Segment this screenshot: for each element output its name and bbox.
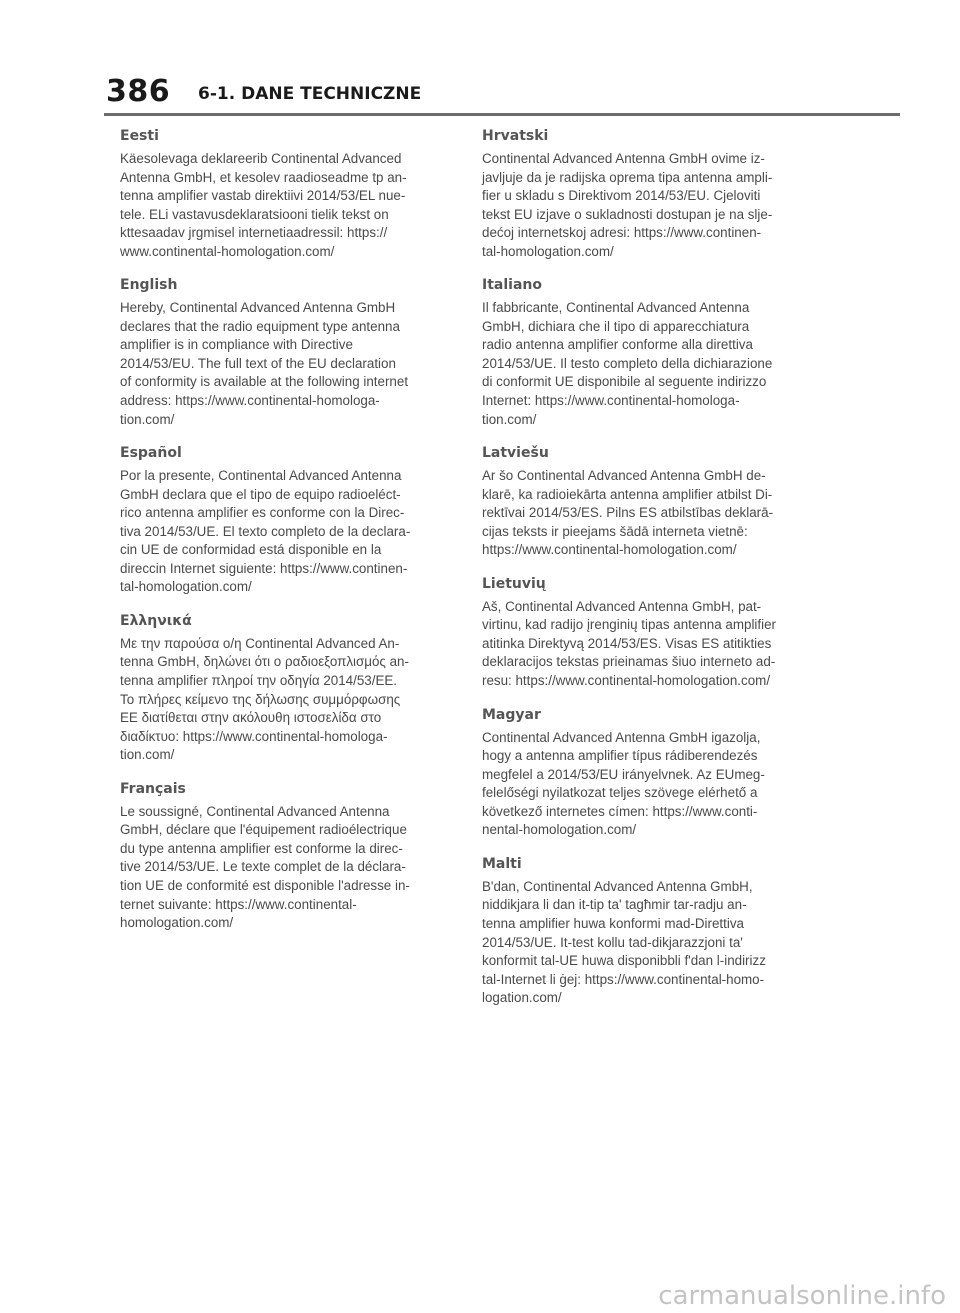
declaration-line: Käesolevaga deklareerib Continental Advanced xyxy=(120,151,402,166)
declaration-text xyxy=(120,635,456,765)
declaration-line: tekst EU izjave o sukladnosti dostupan je na slje- xyxy=(482,206,773,222)
language-heading: Español xyxy=(120,445,182,462)
declaration-line: megfelel a 2014/53/EU irányelvnek. Az EUmeg- xyxy=(482,766,765,782)
declaration-text xyxy=(482,598,818,691)
declaration-line: kttesaadav jrgmisel internetiaadressil: https:// xyxy=(120,225,388,241)
language-section xyxy=(482,856,818,1008)
declaration-line: cijas teksts ir pieejams šādā interneta vietnē: xyxy=(482,523,748,539)
language-section xyxy=(120,781,456,933)
declaration-line: Il fabbricante, Continental Advanced Antenna xyxy=(482,300,750,316)
header-divider xyxy=(104,113,900,116)
language-section xyxy=(482,128,818,261)
declaration-line: direccin Internet siguiente: https://www.continen- xyxy=(120,560,408,576)
declaration-line: Continental Advanced Antenna GmbH igazolja, xyxy=(482,729,761,745)
footer-watermark: carmanualsonline.info xyxy=(658,1281,946,1311)
declaration-line: Antenna GmbH, et kesolev raadioseadme tp an- xyxy=(120,169,407,185)
declaration-line: homologation.com/ xyxy=(120,915,234,931)
left-column xyxy=(120,128,456,949)
declaration-text xyxy=(120,467,456,597)
declaration-line: atitinka Direktyvą 2014/53/ES. Visas ES atitikties xyxy=(482,635,772,651)
declaration-line: declares that the radio equipment type antenna xyxy=(120,318,400,334)
language-heading: Hrvatski xyxy=(482,128,549,144)
language-heading: Français xyxy=(120,780,186,797)
declaration-text xyxy=(120,803,456,933)
declaration-line: konformit tal-UE huwa disponibbli f'dan l-indirizz xyxy=(482,953,766,969)
declaration-line: tion.com/ xyxy=(120,411,175,427)
language-heading: Malti xyxy=(482,855,522,872)
declaration-line: GmbH declara que el tipo de equipo radioeléct- xyxy=(120,486,401,502)
declaration-line: Por la presente, Continental Advanced Antenna xyxy=(120,468,402,484)
declaration-line: ternet suivante: https://www.continental- xyxy=(120,896,357,912)
declaration-line: tenna amplifier vastab direktiivi 2014/53/EL nue- xyxy=(120,188,406,204)
declaration-line: niddikjara li dan it-tip ta' tagħmir tar-radju an- xyxy=(482,897,747,913)
declaration-line: tal-homologation.com/ xyxy=(120,579,252,595)
declaration-line: tal-Internet li ġej: https://www.continental-homo- xyxy=(482,971,765,987)
language-section xyxy=(120,277,456,429)
language-heading: English xyxy=(120,277,178,294)
language-heading: Lietuvių xyxy=(482,575,546,592)
declaration-line: 2014/53/EU. The full text of the EU declaration xyxy=(120,355,396,371)
declaration-line: www.continental-homologation.com/ xyxy=(120,243,335,259)
declaration-line: of conformity is available at the following internet xyxy=(120,374,409,390)
page-number: 386 xyxy=(106,74,171,109)
declaration-line: tion.com/ xyxy=(120,747,175,763)
declaration-line: deklaracijos tekstas prieinamas šiuo interneto ad- xyxy=(482,654,776,670)
declaration-line: rektīvai 2014/53/ES. Pilns ES atbilstības deklarā- xyxy=(482,505,774,521)
declaration-line: https://www.continental-homologation.com/ xyxy=(482,542,737,558)
declaration-line: du type antenna amplifier est conforme la direc- xyxy=(120,840,403,856)
declaration-line: cin UE de conformidad está disponible en la xyxy=(120,542,382,558)
declaration-text xyxy=(482,729,818,840)
language-section xyxy=(120,128,456,261)
declaration-line: address: https://www.continental-homologa- xyxy=(120,393,380,409)
language-section xyxy=(482,707,818,840)
declaration-line: B'dan, Continental Advanced Antenna GmbH, xyxy=(482,878,753,894)
declaration-line: tion UE de conformité est disponible l'adresse in- xyxy=(120,877,410,893)
language-heading: Italiano xyxy=(482,277,542,294)
declaration-line: di conformit UE disponibile al seguente indirizzo xyxy=(482,374,767,390)
declaration-line: tenna amplifier huwa konformi mad-Direttiva xyxy=(482,915,744,931)
declaration-line: Internet: https://www.continental-homologa- xyxy=(482,393,740,409)
declaration-line: fier u skladu s Direktivom 2014/53/EU. Cjeloviti xyxy=(482,188,761,204)
declaration-line: resu: https://www.continental-homologation.com/ xyxy=(482,673,771,689)
declaration-line: 2014/53/UE. Il testo completo della dichiarazione xyxy=(482,355,773,371)
declaration-line: tenna GmbH, δηλώνει ότι ο ραδιοεξοπλισμός an- xyxy=(120,654,409,670)
declaration-line: rico antenna amplifier es conforme con la Direc- xyxy=(120,505,405,521)
declaration-text xyxy=(120,150,456,261)
language-heading: Ελληνικά xyxy=(120,612,192,629)
declaration-line: nental-homologation.com/ xyxy=(482,822,637,838)
declaration-line: felelőségi nyilatkozat teljes szövege elérhető a xyxy=(482,785,758,801)
declaration-line: következő internetes címen: https://www.conti- xyxy=(482,803,758,819)
declaration-text xyxy=(482,467,818,560)
declaration-text xyxy=(482,150,818,261)
language-heading: Eesti xyxy=(120,128,159,144)
declaration-line: tal-homologation.com/ xyxy=(482,243,614,259)
declaration-line: tion.com/ xyxy=(482,411,537,427)
declaration-line: tive 2014/53/UE. Le texte complet de la déclara- xyxy=(120,859,406,875)
declaration-line: Le soussigné, Continental Advanced Antenna xyxy=(120,803,390,819)
declaration-line: GmbH, dichiara che il tipo di apparecchiatura xyxy=(482,318,750,334)
language-section xyxy=(482,576,818,691)
declaration-text xyxy=(482,299,818,429)
right-column xyxy=(482,128,818,1024)
declaration-line: hogy a antenna amplifier típus rádiberendezés xyxy=(482,748,758,764)
chapter-title: 6-1. DANE TECHNICZNE xyxy=(198,84,422,104)
declaration-line: virtinu, kad radijo įrenginių tipas antenna amplifier xyxy=(482,617,777,633)
declaration-line: Continental Advanced Antenna GmbH ovime iz- xyxy=(482,151,765,166)
declaration-line: Aš, Continental Advanced Antenna GmbH, pat- xyxy=(482,598,762,614)
declaration-line: Ar šo Continental Advanced Antenna GmbH de- xyxy=(482,468,766,484)
declaration-line: javljuje da je radijska oprema tipa antenna ampli- xyxy=(482,169,773,185)
declaration-line: klarē, ka radioiekārta antenna amplifier atbilst Di- xyxy=(482,486,773,502)
language-section xyxy=(482,277,818,429)
declaration-line: διαδίκτυο: https://www.continental-homologa- xyxy=(120,728,388,744)
declaration-line: Με την παρούσα ο/η Continental Advanced An- xyxy=(120,635,400,651)
declaration-text xyxy=(120,299,456,429)
declaration-line: Hereby, Continental Advanced Antenna GmbH xyxy=(120,300,396,316)
language-section xyxy=(482,445,818,560)
declaration-line: tiva 2014/53/UE. El texto completo de la declara- xyxy=(120,523,411,539)
language-section xyxy=(120,445,456,597)
declaration-line: 2014/53/UE. It-test kollu tad-dikjarazzjoni ta' xyxy=(482,934,743,950)
declaration-line: Το πλήρες κείμενο της δήλωσης συμμόρφωσης xyxy=(120,691,401,707)
declaration-line: ΕΕ διατίθεται στην ακόλουθη ιστοσελίδα στο xyxy=(120,710,382,726)
language-heading: Magyar xyxy=(482,706,541,723)
declaration-line: amplifier is in compliance with Directive xyxy=(120,337,353,353)
language-heading: Latviešu xyxy=(482,445,549,462)
declaration-line: tele. ELi vastavusdeklaratsiooni tielik tekst on xyxy=(120,206,389,222)
declaration-line: tenna amplifier πληροί την οδηγία 2014/53/ΕΕ. xyxy=(120,673,398,689)
declaration-line: logation.com/ xyxy=(482,990,562,1006)
language-section xyxy=(120,613,456,765)
declaration-line: GmbH, déclare que l'équipement radioélectrique xyxy=(120,822,407,838)
declaration-line: radio antenna amplifier conforme alla direttiva xyxy=(482,337,753,353)
declaration-text xyxy=(482,878,818,1008)
declaration-line: dećoj internetskoj adresi: https://www.continen- xyxy=(482,225,762,241)
